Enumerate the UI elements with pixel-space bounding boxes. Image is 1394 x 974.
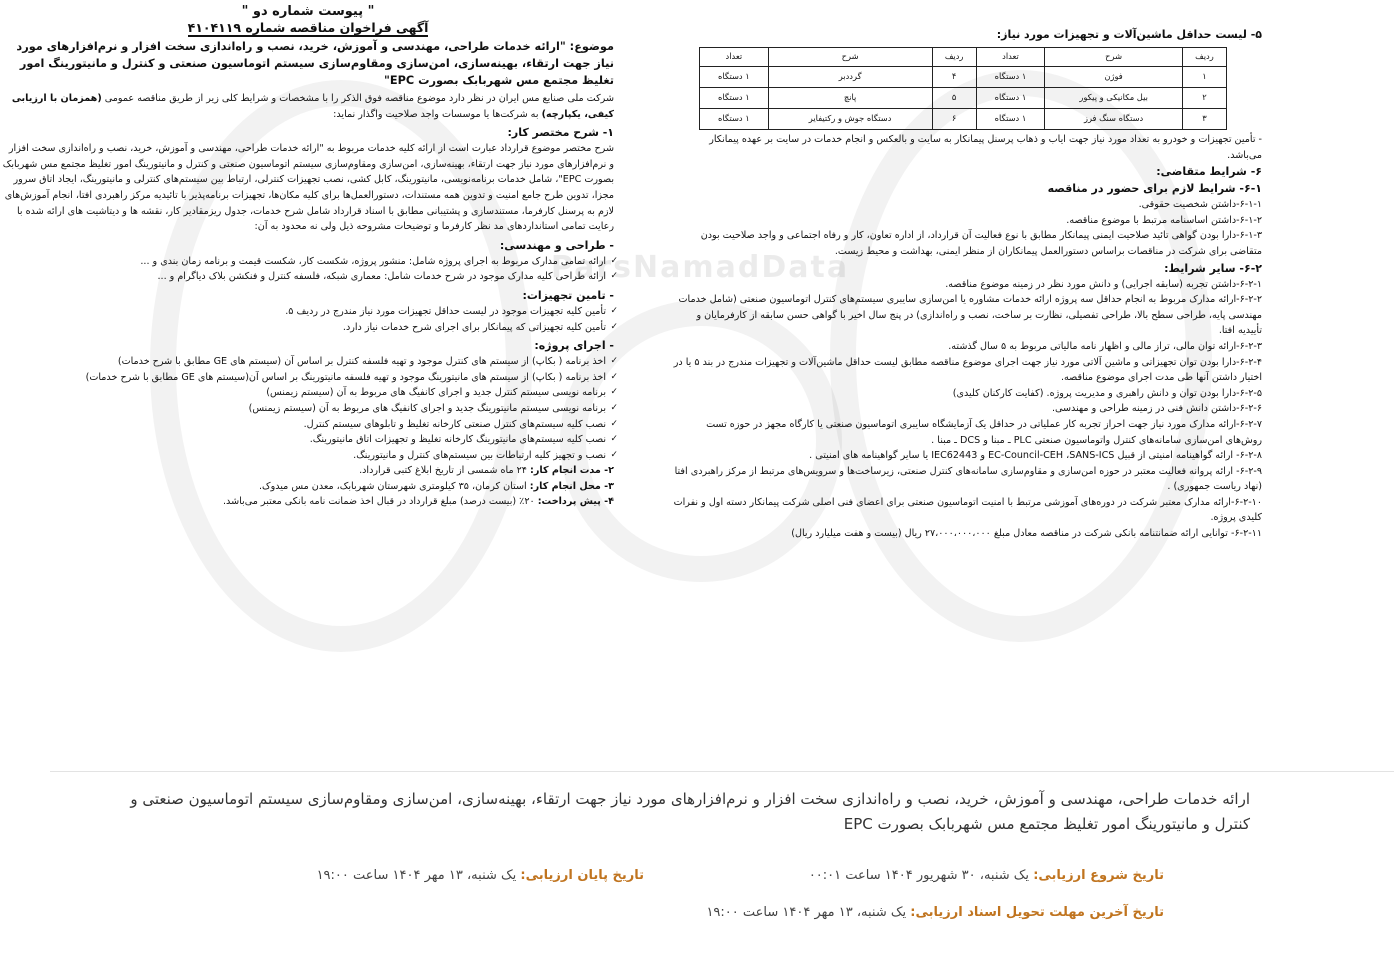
submission-deadline-label: تاریخ آخرین مهلت تحویل اسناد ارزیابی:: [910, 905, 1164, 920]
condition-item: ۶-۲-۱۰-ارائه مدارک معتبر شرکت در دوره‌های آموزشی مرتبط با امنیت اتوماسیون صنعتی برای اعضای فنی اصلی شرکت پیمانکار دسته اول و نفرات کلیدی پروژه.: [673, 496, 1262, 524]
table-cell: ۲: [1182, 88, 1226, 109]
condition-item: ۶-۲-۳-ارائه توان مالی، تراز مالی و اظهار نامه مالیاتی مربوط به ۵ سال گذشته.: [948, 340, 1262, 352]
list-item: ✓ ارائه طراحی کلیه مدارک موجود در شرح خدمات شامل: معماری شبکه، فلسفه کنترل و فنکشن بلاک دیاگرام و ...: [2, 269, 614, 285]
table-cell: ۱ دستگاه: [700, 109, 769, 130]
table-cell: ۳: [1182, 109, 1226, 130]
list-item: ✓ تأمین کلیه تجهیزات موجود در لیست حداقل تجهیزات مورد نیاز مندرج در ردیف ۵.: [2, 304, 614, 320]
table-cell: فوژن: [1045, 67, 1183, 88]
table-header: شرح: [768, 48, 932, 67]
submission-deadline-row: [706, 905, 1164, 920]
condition-item: ۶-۲-۹- ارائه پروانه فعالیت معتبر در حوزه امن‌سازی و مقاوم‌سازی سامانه‌های کنترل صنعتی، زیرساخت‌ها و سرویس‌های مرتبط از مرکز راهبردی افتا (نهاد ریاست جمهوری) .: [674, 465, 1262, 493]
condition-item: ۶-۱-۳-دارا بودن گواهی تائید صلاحیت ایمنی پیمانکار مطابق با نوع فعالیت آن قرارداد، از اداره تعاون، کار و رفاه اجتماعی و واجد صلاحیت بودن متقاضی برای شرکت در مناقصات براساس دستورالعمل پیمانکاران از منظر ایمنی، بهداشت و محیط زیست.: [700, 230, 1262, 257]
duration-line: ۲- مدت انجام کار: ۲۴ ماه شمسی از تاریخ ابلاغ کتبی قرارداد.: [359, 465, 614, 477]
table-row: [700, 109, 1227, 130]
condition-item: ۶-۲-۶-داشتن دانش فنی در زمینه طراحی و مهندسی.: [1051, 403, 1262, 415]
list-item: ✓ نصب و تجهیز کلیه ارتباطات بین سیستم‌های کنترل و مانیتورینگ.: [2, 448, 614, 464]
evaluation-end-label: تاریخ پایان ارزیابی:: [520, 868, 644, 883]
evaluation-start-label: تاریخ شروع ارزیابی:: [1033, 868, 1164, 883]
right-column: [672, 26, 1262, 542]
condition-item: ۶-۲-۴-دارا بودن توان تجهیزاتی و ماشین آلاتی مورد نیاز جهت اجرای موضوع مناقصه مطابق لیست حداقل ماشین‌آلات و تجهیزات مندرج در بند ۵ یا در اختیار داشتن آنها طی مدت اجرای موضوع مناقصه.: [673, 356, 1262, 384]
tender-info-panel: [50, 771, 1394, 974]
table-row: [700, 88, 1227, 109]
tender-title: آگهی فراخوان مناقصه شماره ۴۱۰۴۱۱۹: [187, 20, 429, 35]
list-item: ✓ نصب کلیه سیستم‌های مانیتورینگ کارخانه تغلیظ و تجهیزات اتاق مانیتورینگ.: [2, 432, 614, 448]
condition-item: ۶-۲-۵-دارا بودن توان و دانش راهبری و مدیریت پروژه. (کفایت کارکنان کلیدی): [952, 387, 1262, 399]
subject: موضوع: "ارائه خدمات طراحی، مهندسی و آموزش، خرید، نصب و راه‌اندازی سخت افزار و نرم‌افزارهای مورد نیاز جهت ارتقاء، بهینه‌سازی، امن‌سازی ومقاوم‌سازی سیستم اتوماسیون صنعتی و کنترل و مانیتورینگ امور تغلیظ مجتمع مس شهربابک بصورت EPC": [16, 40, 614, 87]
table-cell: ۱ دستگاه: [976, 88, 1045, 109]
list-item: ✓ برنامه نویسی سیستم مانیتورینگ جدید و اجرای کانفیگ های مربوط به آن (سیستم زیمنس): [2, 401, 614, 417]
intro-paragraph: شرکت ملی صنایع مس ایران در نظر دارد موضوع مناقصه فوق الذکر را با مشخصات و شرایط کلی زیر از طریق مناقصه عمومی (همزمان با ارزیابی کیفی، یکپارچه) به شرکت‌ها یا موسسات واجد صلاحیت واگذار نماید:: [11, 93, 614, 120]
annex-title: " پیوست شماره دو ": [241, 4, 375, 19]
table-header: شرح: [1045, 48, 1183, 67]
submission-deadline-value: یک شنبه، ۱۳ مهر ۱۴۰۴ ساعت ۱۹:۰۰: [706, 905, 907, 920]
table-cell: ۶: [932, 109, 976, 130]
table-cell: ۱ دستگاه: [976, 109, 1045, 130]
design-heading: - طراحی و مهندسی:: [499, 238, 614, 252]
evaluation-start-value: یک شنبه، ۳۰ شهریور ۱۴۰۴ ساعت ۰۰:۰۱: [808, 868, 1030, 883]
table-cell: ۱: [1182, 67, 1226, 88]
condition-item: ۶-۲-۲-ارائه مدارک مربوط به انجام حداقل سه پروژه ارائه خدمات مشاوره یا امن‌سازی سایبری سیستم‌های کنترل اتوماسیون صنعتی (شامل خدمات مهندسی پایه، طراحی سطح بالا، طراحی تفصیلی، نظارت بر ساخت، نصب و راه‌اندازی) در پنج سال اخیر با گواهی حسن سابقه از کارفرمایان و تأییدیه افتا.: [678, 294, 1262, 337]
table-cell: دستگاه سنگ فرز: [1045, 109, 1183, 130]
execution-heading: - اجرای پروژه:: [534, 339, 614, 353]
table-row: [700, 67, 1227, 88]
list-item: ✓ اخذ برنامه ( بکاپ) از سیستم های مانیتورینگ موجود و تهیه فلسفه مانیتورینگ بر اساس آن(سیستم های GE مطابق با شرح خدمات): [2, 370, 614, 386]
section-1-body: شرح مختصر موضوع قرارداد عبارت است از ارائه کلیه خدمات مربوط به "ارائه خدمات طراحی، مهندسی و آموزش، خرید، نصب و راه‌اندازی سخت افزار و نرم‌افزارهای مورد نیاز جهت ارتقاء، بهینه‌سازی، امن‌سازی ومقاوم‌سازی سیستم اتوماسیون صنعتی و کنترل و مانیتورینگ امور تغلیظ مجتمع مس شهربابک بصورت EPC"، شامل خدمات برنامه‌نویسی، مانیتورینگ، کابل کشی، نصب تجهیزات کنترلی، ارتباط بین سیستم‌های کنترلی و مانیتورینگ، ایجاد اتاق سرور مجزا، تدوین طرح جامع امنیت و تدوین همه مستندات، دستورالعمل‌ها برای کلیه مکان‌ها، تجهیزات برنامه‌پذیر با تائیدیه مرکز راهبردی افتا، انجام آموزش‌های لازم به پرسنل کارفرما، مستندسازی و پشتیبانی مطابق با اسناد قرارداد شامل شرح خدمات، جدول ریزمقادیر کار، نقشه ها و دیتاشیت های ارائه شده با رعایت تمامی استانداردهای مد نظر کارفرما و توضیحات مشروحه ذیل ولی نه محدود به آن:: [2, 143, 614, 233]
prepayment-line: ۴- پیش پرداخت: ۲۰٪ (بیست درصد) مبلغ قرارداد در قبال اخذ ضمانت نامه بانکی معتبر می‌باشد.: [223, 496, 614, 508]
table-cell: ۱ دستگاه: [976, 67, 1045, 88]
equipment-table: [699, 47, 1227, 130]
table-cell: ۱ دستگاه: [700, 88, 769, 109]
condition-item: ۶-۲-۷-ارائه مدارک مورد نیاز جهت احراز تجربه کار عملیاتی در حداقل یک آزمایشگاه سایبری اتوماسیون صنعتی یا کارگاه مجهز در حوزه تست روش‌های امن‌سازی سامانه‌های کنترل واتوماسیون صنعتی PLC ـ مبنا و DCS ـ مبنا .: [706, 418, 1262, 446]
table-cell: گرددبر: [768, 67, 932, 88]
table-cell: دستگاه جوش و رکتیفایر: [768, 109, 932, 130]
section-1-heading: ۱- شرح مختصر کار:: [507, 126, 614, 140]
condition-item: ۶-۱-۲-داشتن اساسنامه مرتبط با موضوع مناقصه.: [1066, 214, 1262, 226]
equipment-note: - تأمین تجهیزات و خودرو به تعداد مورد نیاز جهت ایاب و ذهاب پرسنل پیمانکار به سایت و بالعکس و انجام خدمات در سایت بر عهده پیمانکار می‌باشد.: [709, 134, 1262, 161]
evaluation-end-row: [317, 868, 644, 883]
table-cell: پانچ: [768, 88, 932, 109]
table-cell: ۵: [932, 88, 976, 109]
tender-subject-title: ارائه خدمات طراحی، مهندسی و آموزش، خرید، نصب و راه‌اندازی سخت افزار و نرم‌افزارهای مورد نیاز جهت ارتقاء، بهینه‌سازی، امن‌سازی ومقاوم‌سازی سیستم اتوماسیون صنعتی و کنترل و مانیتورینگ امور تغلیظ مجتمع مس شهربابک بصورت EPC: [130, 790, 1250, 833]
list-item: ✓ نصب کلیه سیستم‌های کنترل صنعتی کارخانه تغلیظ و تابلوهای سیستم کنترل.: [2, 417, 614, 433]
table-header: ردیف: [932, 48, 976, 67]
location-line: ۳- محل انجام کار: استان کرمان، ۳۵ کیلومتری شهرستان شهربابک، معدن مس میدوک.: [258, 480, 614, 492]
supply-heading: - تامین تجهیزات:: [522, 288, 614, 302]
table-header: تعداد: [976, 48, 1045, 67]
table-header-row: [700, 48, 1227, 67]
list-item: ✓ ارائه تمامی مدارک مربوط به اجرای پروژه شامل: منشور پروژه، شکست کار، شکست قیمت و برنامه زمان بندی و ...: [2, 254, 614, 270]
table-cell: بیل مکانیکی و پیکور: [1045, 88, 1183, 109]
condition-item: ۶-۲-۱-داشتن تجربه (سابقه اجرایی) و دانش مورد نظر در زمینه موضوع مناقصه.: [945, 278, 1262, 290]
list-item: ✓ اخذ برنامه ( بکاپ) از سیستم های کنترل موجود و تهیه فلسفه کنترل بر اساس آن (سیستم های GE مطابق با شرح خدمات): [2, 354, 614, 370]
conditions-heading: ۶- شرایط متقاضی:: [1156, 165, 1262, 179]
condition-item: ۶-۲-۱۱- توانایی ارائه ضمانتنامه بانکی شرکت در مناقصه معادل مبلغ ۲۷،۰۰۰،۰۰۰،۰۰۰ ریال (بیست و هفت میلیارد ریال): [791, 528, 1262, 540]
left-column: [2, 4, 614, 510]
list-item: ✓ برنامه نویسی سیستم کنترل جدید و اجرای کانفیگ های مربوط به آن (سیستم زیمنس): [2, 385, 614, 401]
evaluation-start-row: [809, 868, 1164, 883]
condition-item: ۶-۱-۱-داشتن شخصیت حقوقی.: [1138, 199, 1262, 211]
table-cell: ۴: [932, 67, 976, 88]
conditions-1-heading: ۶-۱- شرایط لازم برای حضور در مناقصه: [1047, 182, 1262, 196]
watermark-text: ParsNamadData: [550, 250, 850, 285]
conditions-2-heading: ۶-۲- سایر شرایط:: [1164, 261, 1262, 275]
table-header: تعداد: [700, 48, 769, 67]
evaluation-end-value: یک شنبه، ۱۳ مهر ۱۴۰۴ ساعت ۱۹:۰۰: [316, 868, 517, 883]
equipment-heading: ۵- لیست حداقل ماشین‌آلات و تجهیزات مورد نیاز:: [996, 28, 1262, 41]
table-header: ردیف: [1182, 48, 1226, 67]
table-cell: ۱ دستگاه: [700, 67, 769, 88]
list-item: ✓ تأمین کلیه تجهیزاتی که پیمانکار برای اجرای شرح خدمات نیاز دارد.: [2, 320, 614, 336]
condition-item: ۶-۲-۸- ارائه گواهینامه امنیتی از قبیل EC-Council-CEH ،SANS-ICS و IEC62443 یا سایر گواهینامه های امنیتی .: [809, 450, 1262, 462]
